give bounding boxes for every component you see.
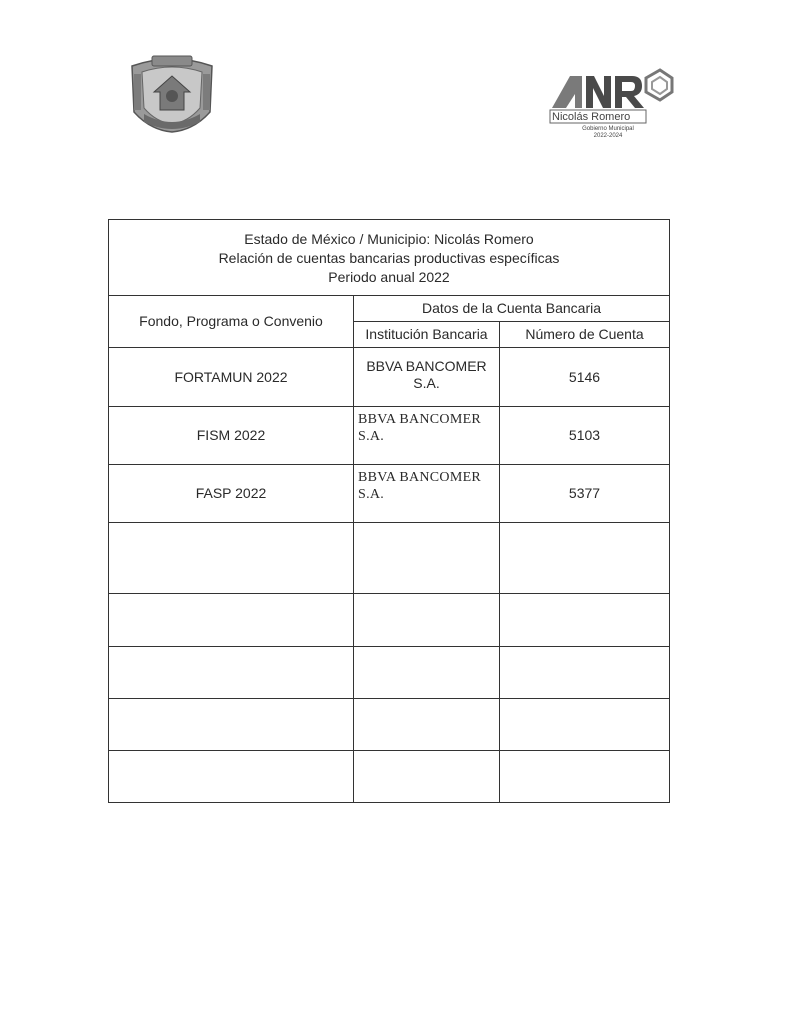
row2-banco [354, 407, 499, 464]
row2-cuenta: 5103 [568, 427, 601, 443]
row1-banco [354, 348, 499, 406]
logo-sub-line1: Gobierno Municipal [582, 126, 634, 132]
group-header-cuenta: Datos de la Cuenta Bancaria [422, 300, 601, 316]
row1-banco-line1: BBVA BANCOMER [366, 358, 487, 374]
empty-row-fondo [109, 699, 353, 750]
municipal-logo [548, 64, 676, 144]
title-line1: Estado de México / Municipio: Nicolás Romero [244, 230, 534, 247]
row2-fondo: FISM 2022 [196, 427, 266, 443]
row2-banco-line2: S.A. [358, 429, 385, 444]
row3-cuenta: 5377 [568, 485, 601, 501]
municipal-seal [124, 52, 220, 134]
empty-row-fondo [109, 647, 353, 698]
logo-sub-line2: 2022-2024 [593, 133, 623, 139]
empty-row-fondo [109, 751, 353, 802]
row1-banco-line2: S.A. [413, 375, 440, 391]
row1-fondo: FORTAMUN 2022 [174, 368, 288, 385]
title-line3: Periodo anual 2022 [328, 268, 450, 285]
row2-banco-line1: BBVA BANCOMER [358, 412, 482, 427]
col-header-fondo: Fondo, Programa o Convenio [139, 313, 323, 329]
row1-cuenta: 5146 [568, 368, 601, 385]
row3-banco-line1: BBVA BANCOMER [358, 470, 482, 485]
empty-row-fondo [109, 594, 353, 646]
nr-logo-icon [548, 64, 676, 128]
row3-fondo: FASP 2022 [195, 485, 267, 501]
bank-accounts-table [108, 219, 670, 803]
empty-row-fondo [109, 523, 353, 593]
logo-brand-text: Nicolás Romero [552, 111, 631, 123]
col-header-institucion: Institución Bancaria [365, 326, 488, 342]
col-header-numero: Número de Cuenta [525, 326, 644, 342]
title-line2: Relación de cuentas bancarias productivas específicas [218, 249, 560, 266]
row3-banco-line2: S.A. [358, 487, 385, 502]
row3-banco [354, 465, 499, 522]
table-title [109, 220, 669, 296]
coat-of-arms-icon [124, 52, 220, 134]
logo-subtitle [568, 126, 648, 140]
